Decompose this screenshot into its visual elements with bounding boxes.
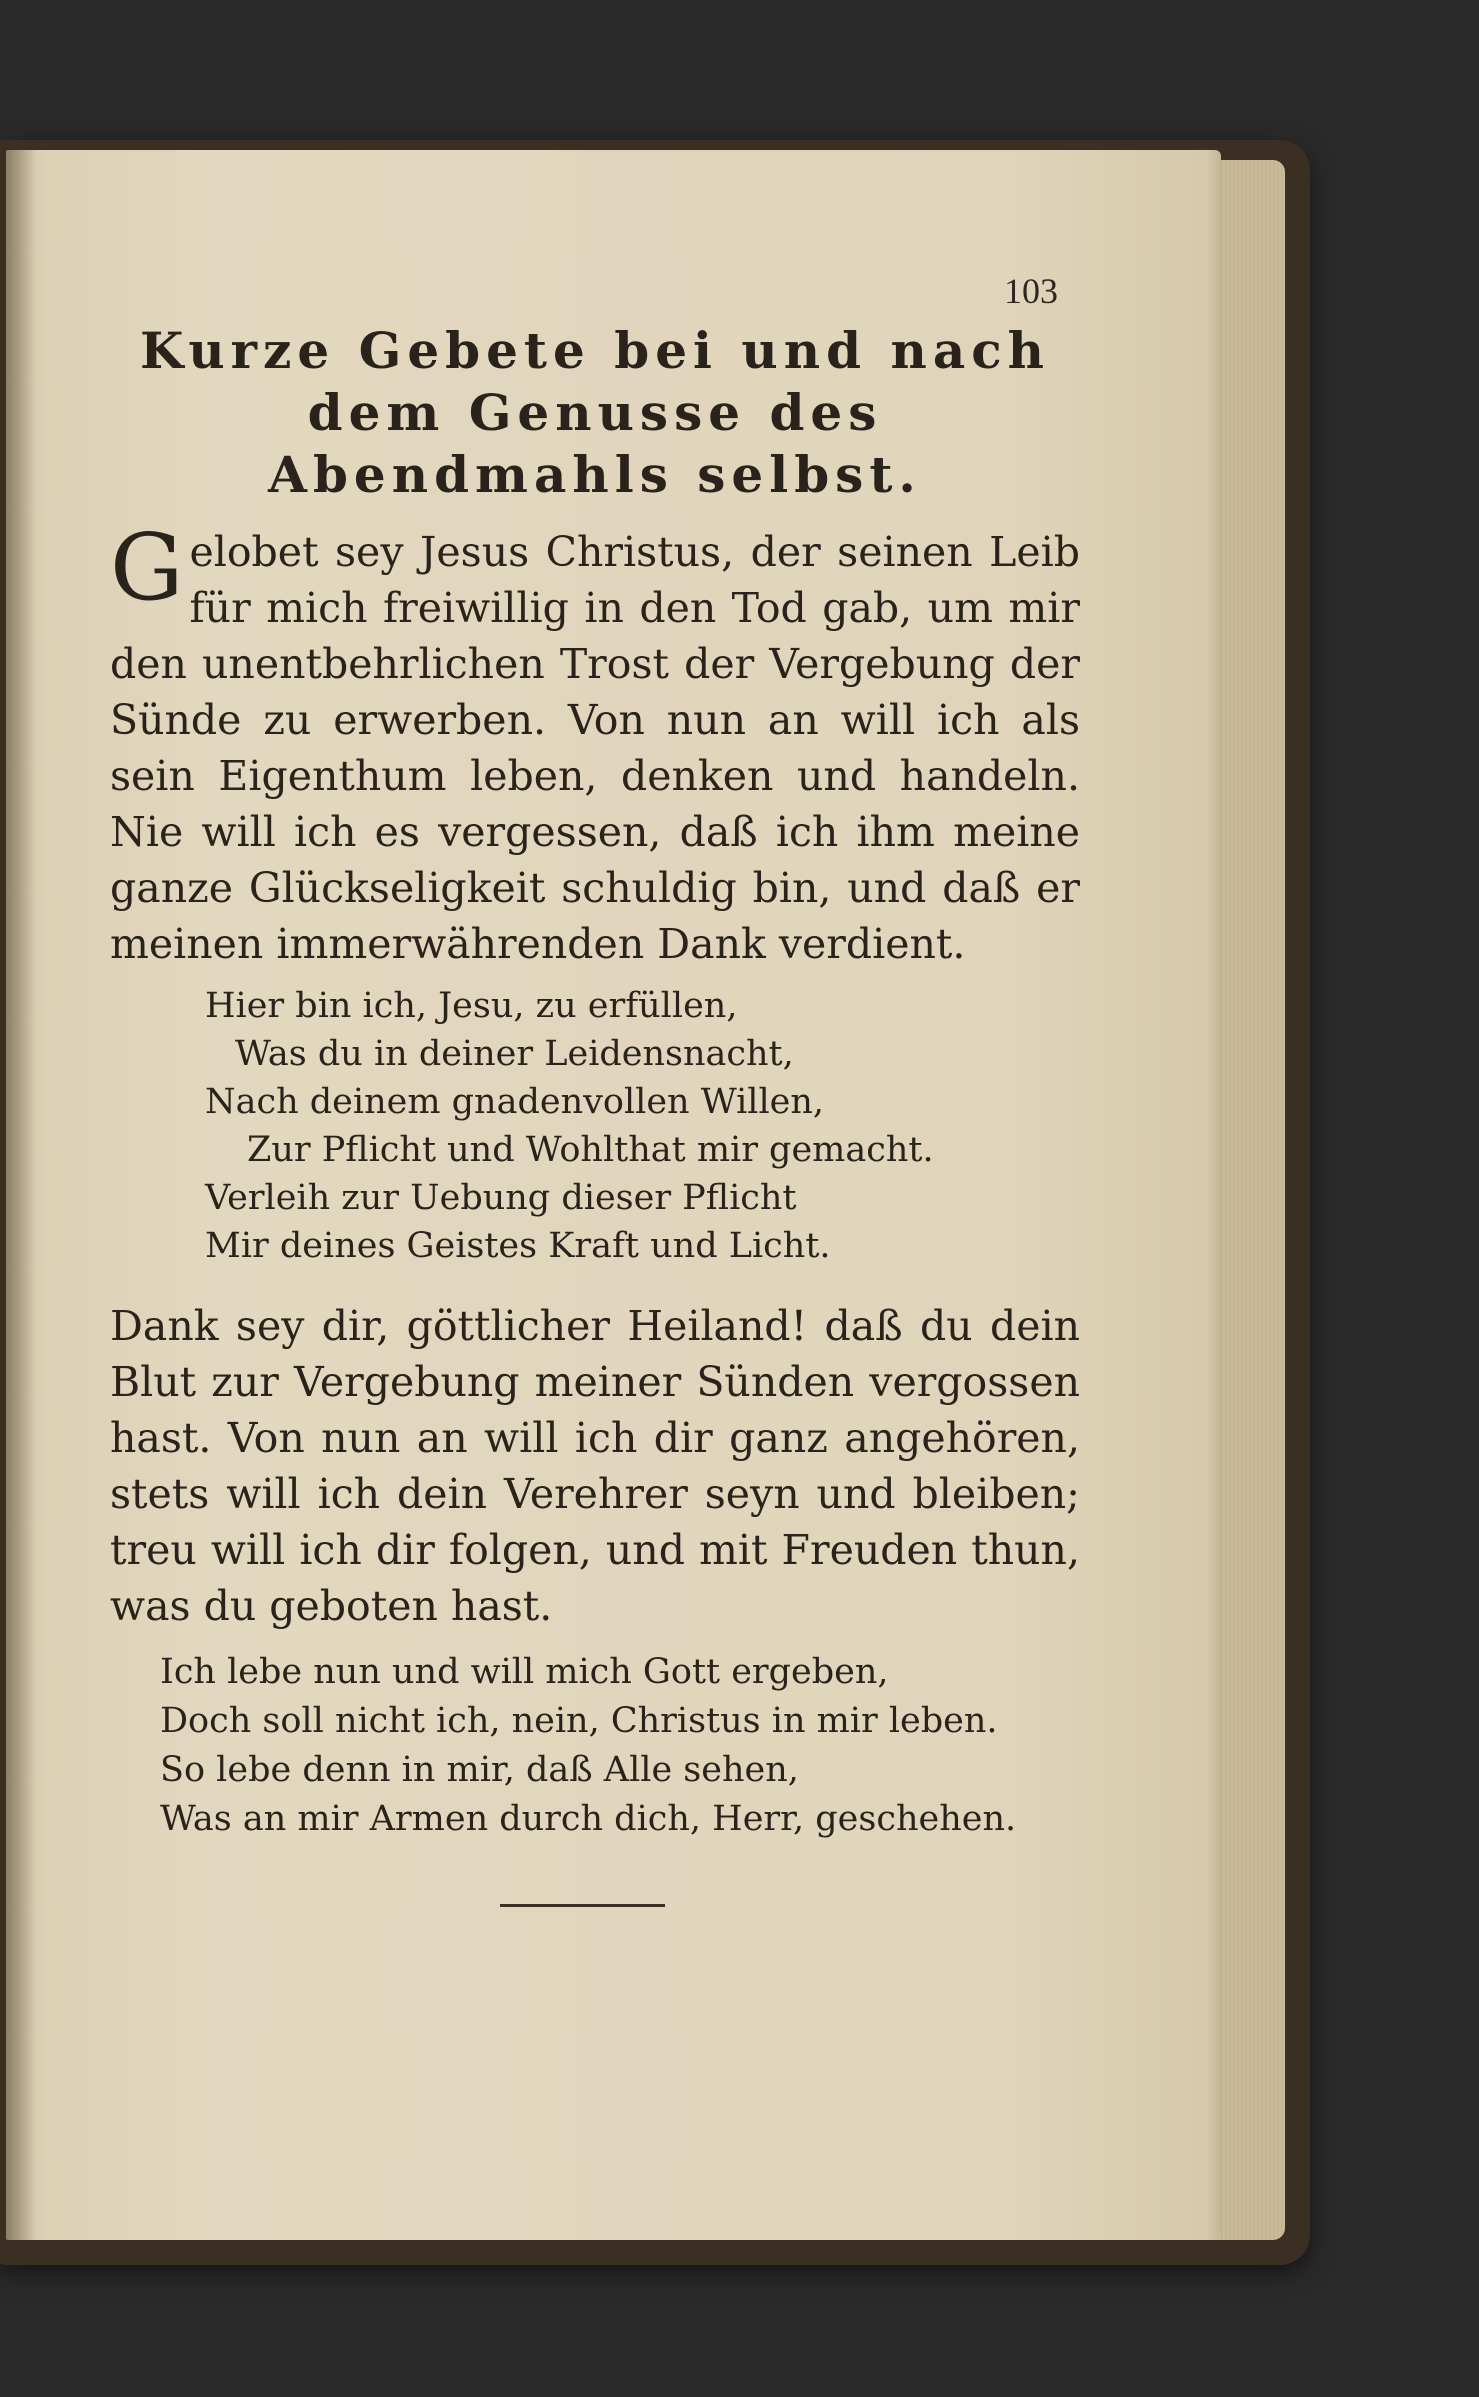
verse-line: Hier bin ich, Jesu, zu erfüllen, (205, 986, 738, 1026)
page-text-block (110, 270, 1080, 1907)
hymn-verse-2 (110, 1648, 1080, 1844)
verse-line: Verleih zur Uebung dieser Pflicht (205, 1178, 797, 1218)
page-number: 103 (1004, 271, 1058, 311)
prayer-paragraph-1 (110, 514, 1080, 972)
prayer-paragraph-1-text: elobet sey Jesus Christus, der seinen Leib für mich freiwillig in den Tod gab, um mir den unentbehrlichen Trost der Vergebung der Sünde zu erwerben. Von nun an will ich als sein Eigenthum leben, denken und handeln. Nie will ich es vergessen, daß ich ihm meine ganze Glückseligkeit schuldig bin, und daß er meinen immerwährenden Dank verdient. (110, 528, 1080, 968)
prayer-paragraph-2: Dank sey dir, göttlicher Heiland! daß du dein Blut zur Vergebung meiner Sünden vergossen hast. Von nun an will ich dir ganz angehören, stets will ich dein Verehrer seyn und bleiben; treu will ich dir folgen, und mit Freuden thun, was du geboten hast. (110, 1302, 1080, 1630)
drop-cap-initial: G (110, 514, 184, 621)
spine-shadow (6, 150, 36, 2240)
verse-line: Mir deines Geistes Kraft und Licht. (205, 1226, 831, 1266)
section-divider (500, 1904, 665, 1907)
verse-line: Nach deinem gnadenvollen Willen, (205, 1082, 825, 1122)
page-title: Kurze Gebete bei und nach dem Genusse des Abendmahls selbst. (139, 321, 1051, 504)
verse-line: Doch soll nicht ich, nein, Christus in mir leben. (160, 1701, 998, 1741)
verse-line: Ich lebe nun und will mich Gott ergeben, (160, 1652, 889, 1692)
hymn-verse-1 (110, 982, 1080, 1270)
verse-line: Was an mir Armen durch dich, Herr, geschehen. (160, 1799, 1017, 1839)
verse-line: So lebe denn in mir, daß Alle sehen, (160, 1750, 799, 1790)
verse-line: Zur Pflicht und Wohlthat mir gemacht. (247, 1130, 934, 1170)
verse-line: Was du in deiner Leidensnacht, (235, 1034, 794, 1074)
